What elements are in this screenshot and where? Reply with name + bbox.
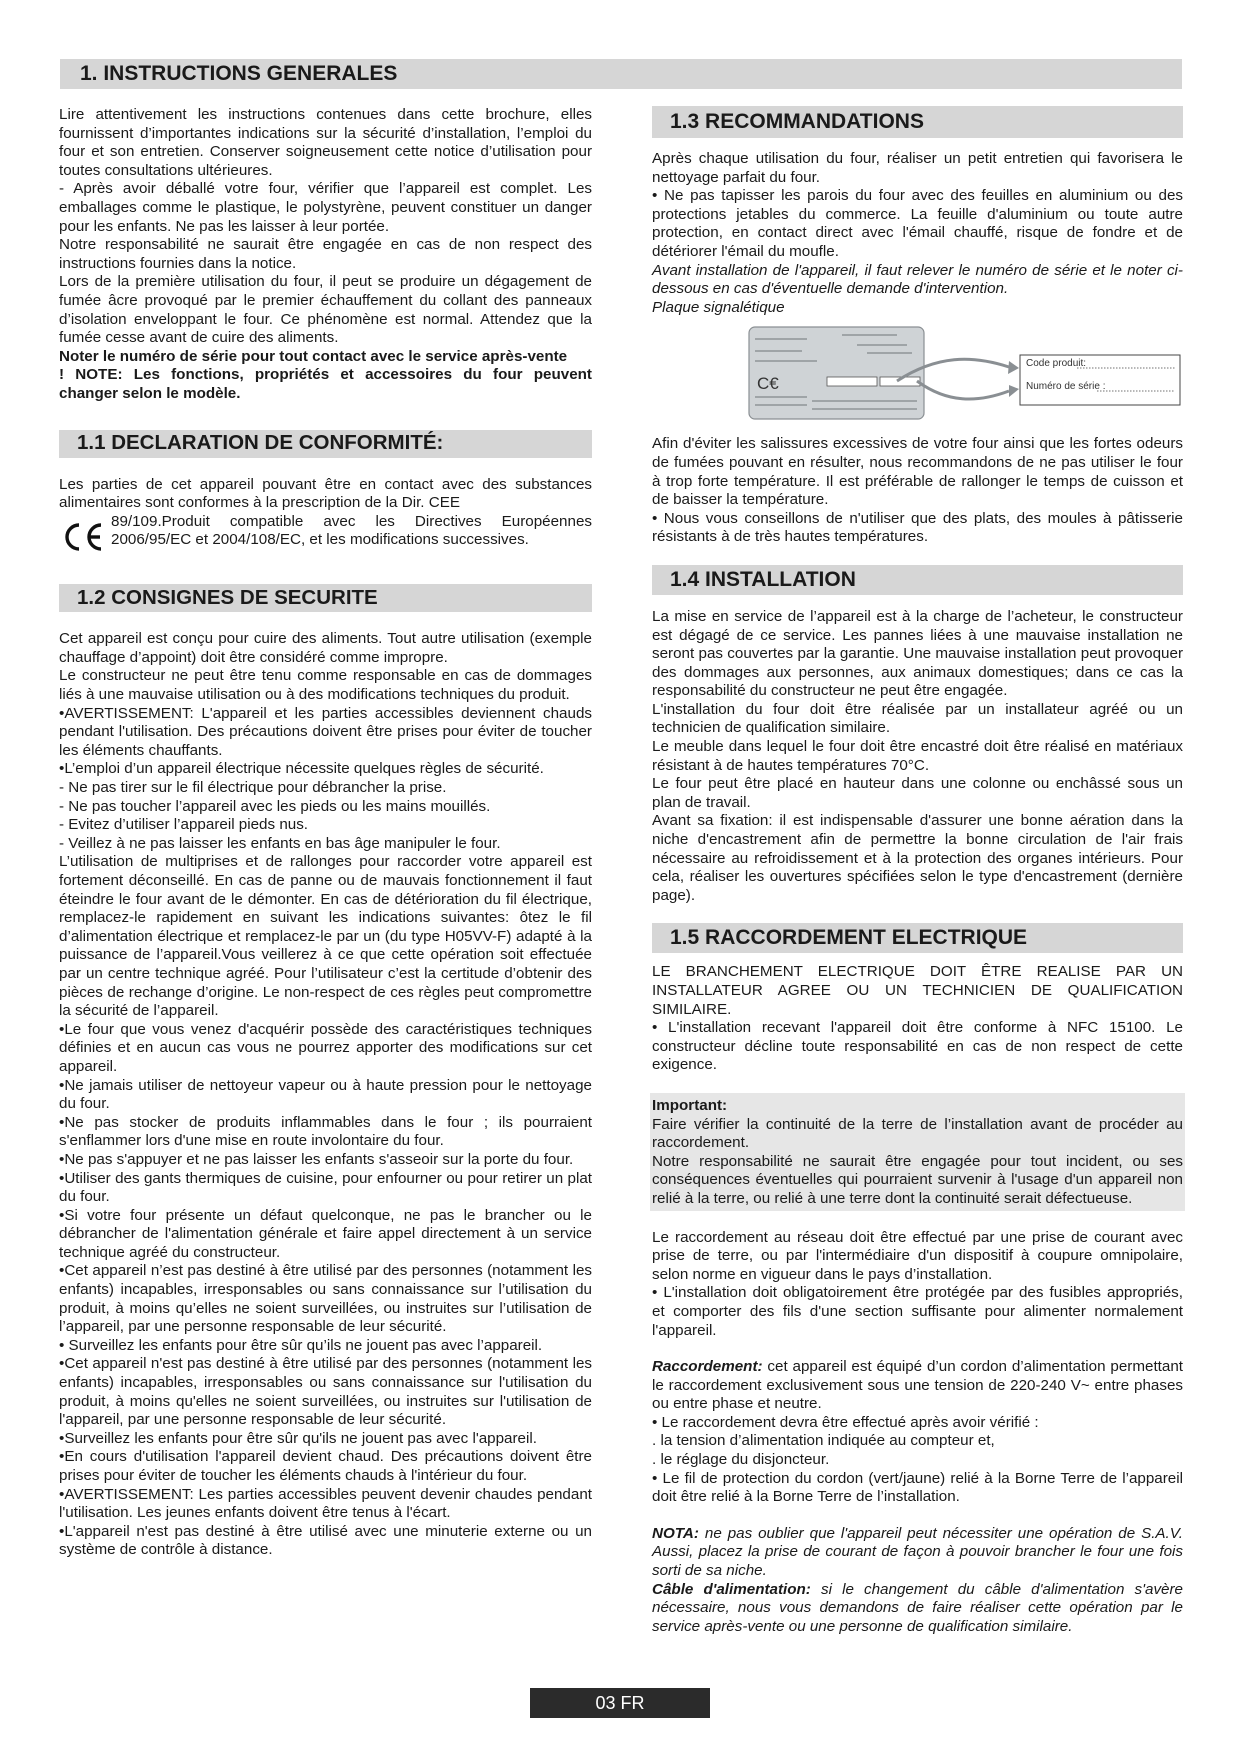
- ce-mark-icon: [59, 513, 111, 559]
- section-1-title: 1. INSTRUCTIONS GENERALES: [80, 62, 398, 85]
- paragraph: •L'appareil n'est pas destiné à être utilisé avec une minuterie externe ou un système de contrôle à distance.: [59, 1522, 592, 1559]
- paragraph: •L’emploi d’un appareil électrique nécessite quelques règles de sécurité.: [59, 760, 544, 778]
- nota-paragraph: [652, 1525, 1183, 1581]
- paragraph: •Ne pas stocker de produits inflammables dans le four ; ils pourraient s'enflammer lors d'une mise en route involontaire du four.: [59, 1113, 592, 1150]
- left-column: [59, 106, 592, 1560]
- page-number: [530, 1688, 710, 1718]
- paragraph: Le four peut être placé en hauteur dans une colonne ou enchâssé sous un plan de travail.: [652, 775, 1183, 811]
- paragraph: - Ne pas tirer sur le fil électrique pour débrancher la prise.: [59, 779, 447, 797]
- paragraph: •Utiliser des gants thermiques de cuisine, pour enfourner ou pour retirer un plat du four.: [59, 1169, 592, 1206]
- paragraph: - Veillez à ne pas laisser les enfants en bas âge manipuler le four.: [59, 834, 501, 852]
- cable-paragraph: [652, 1581, 1183, 1637]
- section-1-3-header: [652, 106, 1183, 138]
- paragraph: •Le four que vous venez d'acquérir possède des caractéristiques techniques définies et en aucun cas vous ne pourrez apporter des modifications sur cet appareil.: [59, 1020, 592, 1075]
- paragraph: Notre responsabilité ne saurait être engagée en cas de non respect des instructions fournies dans la notice.: [59, 236, 592, 272]
- raccordement-label: Raccordement:: [652, 1358, 763, 1376]
- raccordement-text: cet appareil est équipé d’un cordon d’alimentation permettant le raccordement exclusivement sous une tension de 220-240 V~ entre phases ou entre phase et neutre.: [652, 1358, 1183, 1413]
- paragraph: • Ne pas tapisser les parois du four avec des feuilles en aluminium ou des protections jetables du commerce. La feuille d'aluminium ou toute autre protection, en contact direct avec l'émail chauffé, risque de fondre et de détériorer l'émail du moufle.: [652, 187, 1183, 260]
- paragraph: Lire attentivement les instructions contenues dans cette brochure, elles fournissent d’importantes indications sur la sécurité d’installation, l’emploi du four et son entretien. Conserver soigneusement cette notice d’utilisation pour toutes consultations ultérieures.: [59, 106, 592, 179]
- paragraph: Le meuble dans lequel le four doit être encastré doit être réalisé en matériaux résistant à de hautes températures 70°C.: [652, 738, 1183, 774]
- important-box: [650, 1093, 1185, 1211]
- paragraph: •Ne jamais utiliser de nettoyeur vapeur ou à haute pression pour le nettoyage du four.: [59, 1076, 592, 1113]
- right-column: [652, 106, 1183, 1636]
- svg-text:C€: C€: [757, 374, 779, 394]
- paragraph: Faire vérifier la continuité de la terre de l’installation avant de procéder au raccordement.: [652, 1115, 1183, 1152]
- paragraph: Le raccordement au réseau doit être effectué par une prise de courant avec prise de terre, ou par l'intermédiaire d'un dispositif à coupure omnipolaire, selon norme en vigueur dans le pays d’installation.: [652, 1228, 1183, 1283]
- section-1-1-header: [59, 430, 592, 458]
- paragraph: •Cet appareil n’est pas destiné à être utilisé par des personnes (notamment les enfants) incapables, irresponsables ou sans connaissance sur l’utilisation du produit, à moins qu’elles ne soient surveillées, ou instruites sur l’utilisation de l’appareil, par une personne responsable de leur sécurité.: [59, 1262, 592, 1336]
- paragraph: - Après avoir déballé votre four, vérifier que l’appareil est complet. Les emballages comme le plastique, le polystyrène, peuvent constituer un danger pour les enfants. Ne pas les laisser à leur portée.: [59, 180, 592, 235]
- serial-number-note: Noter le numéro de série pour tout contact avec le service après-vente: [59, 347, 568, 365]
- section-1-2-header: [59, 584, 592, 612]
- paragraph: Notre responsabilité ne saurait être engagée pour tout incident, ou ses conséquences éventuelles qui pourraient survenir à l'usage d'un appareil non relié à la terre, ou relié à une terre dont la continuité serait défectueuse.: [652, 1152, 1183, 1207]
- plate-serial-label: Numéro de série :: [1026, 381, 1106, 393]
- paragraph: L'installation du four doit être réalisée par un installateur agréé ou un technicien de qualification similaire.: [652, 700, 1183, 737]
- paragraph: Afin d'éviter les salissures excessives de votre four ainsi que les fortes odeurs de fumées pouvant en résulter, nous recommandons de ne pas utiliser le four à trop forte température. Il est préférable de rallonger le temps de cuisson et de baisser la température.: [652, 435, 1183, 509]
- section-1-3-title: 1.3 RECOMMANDATIONS: [670, 109, 924, 133]
- paragraph: •AVERTISSEMENT: L'appareil et les parties accessibles deviennent chauds pendant l'utilisation. Des précautions doivent être prises pour éviter de toucher les éléments chauffants.: [59, 704, 592, 759]
- paragraph: • Surveillez les enfants pour être sûr qu’ils ne jouent pas avec l’appareil.: [59, 1336, 543, 1354]
- paragraph: Avant installation de l'appareil, il faut relever le numéro de série et le noter ci-dessous en cas d'éventuelle demande d'intervention.: [652, 261, 1183, 298]
- paragraph: • Le raccordement devra être effectué après avoir vérifié :: [652, 1413, 1039, 1431]
- paragraph: • L'installation recevant l'appareil doit être conforme à NFC 15100. Le constructeur décline toute responsabilité en cas de non respect de cette exigence.: [652, 1019, 1183, 1074]
- paragraph: Après chaque utilisation du four, réaliser un petit entretien qui favorisera le nettoyage parfait du four.: [652, 150, 1183, 186]
- paragraph: . la tension d’alimentation indiquée au compteur et,: [652, 1432, 995, 1450]
- page-number-label: 03 FR: [595, 1692, 645, 1713]
- paragraph: •Surveillez les enfants pour être sûr qu'ils ne jouent pas avec l'appareil.: [59, 1429, 537, 1447]
- paragraph: LE BRANCHEMENT ELECTRIQUE DOIT ÊTRE REALISE PAR UN INSTALLATEUR AGREE OU UN TECHNICIEN DE QUALIFICATION SIMILAIRE.: [652, 963, 1183, 1018]
- paragraph: La mise en service de l’appareil est à la charge de l’acheteur, le constructeur est dégagé de ce service. Les pannes liées à une mauvaise installation ne seront pas couvertes par la garantie. Une mauvaise installation peut provoquer des dommages aux personnes, aux animaux domestiques; dans ce cas la responsabilité du constructeur ne peut être engagée.: [652, 607, 1183, 700]
- section-1-4-title: 1.4 INSTALLATION: [670, 567, 856, 591]
- section-1-header: [60, 59, 1182, 89]
- paragraph: . le réglage du disjoncteur.: [652, 1451, 830, 1469]
- section-1-2-title: 1.2 CONSIGNES DE SECURITE: [77, 585, 378, 609]
- nota-label: NOTA:: [652, 1524, 699, 1542]
- rating-plate-figure: [747, 325, 1187, 425]
- section-1-5-header: [652, 923, 1183, 953]
- model-note: ! NOTE: Les fonctions, propriétés et accessoires du four peuvent changer selon le modèle.: [59, 366, 592, 402]
- rating-plate-illustration: [747, 325, 1187, 425]
- cable-label: Câble d'alimentation:: [652, 1580, 811, 1598]
- paragraph: Cet appareil est conçu pour cuire des aliments. Tout autre utilisation (exemple chauffage d’appoint) doit être considéré comme impropre.: [59, 630, 592, 666]
- paragraph: Le constructeur ne peut être tenu comme responsable en cas de dommages liés à une mauvaise utilisation ou à des modifications techniques du produit.: [59, 667, 592, 704]
- paragraph: •Ne pas s'appuyer et ne pas laisser les enfants s'asseoir sur la porte du four.: [59, 1150, 574, 1168]
- ce-declaration: [59, 513, 592, 559]
- important-label: Important:: [652, 1096, 728, 1114]
- paragraph: L’utilisation de multiprises et de rallonges pour raccorder votre appareil est fortement déconseillé. En cas de panne ou de mauvais fonctionnement il faut éteindre le four avant de le démonter. En cas de détérioration du fil électrique, remplacez-le rapidement en suivant les indications suivantes: ôtez le fil d’alimentation électrique et remplacez-le par un (du type H05VV-F) adapté à la puissance de l’appareil.Vous veillerez à ce que cette opération soit effectuée par un centre technique agréé. Pour l’utilisateur c’est la certitude d’obtenir des pièces de rechange d’origine. Le non-respect de ces règles peut compromettre la sécurité de l’appareil.: [59, 853, 592, 1020]
- paragraph: •Si votre four présente un défaut quelconque, ne pas le brancher ou le débrancher de l'alimentation générale et faire appel directement à un service technique agréé du constructeur.: [59, 1206, 592, 1261]
- paragraph: • L'installation doit obligatoirement être protégée par des fusibles appropriés, et comporter des fils d'une section suffisante pour alimenter normalement l'appareil.: [652, 1284, 1183, 1339]
- paragraph: •AVERTISSEMENT: Les parties accessibles peuvent devenir chaudes pendant l'utilisation. Les jeunes enfants doivent être tenus à l'écart.: [59, 1485, 592, 1522]
- paragraph: - Evitez d’utiliser l’appareil pieds nus.: [59, 816, 309, 834]
- paragraph: - Ne pas toucher l’appareil avec les pieds ou les mains mouillés.: [59, 797, 491, 815]
- paragraph: 89/109.Produit compatible avec les Directives Européennes 2006/95/EC et 2004/108/EC, et les modifications successives.: [111, 512, 592, 549]
- cable-text: si le changement du câble d'alimentation s'avère nécessaire, nous vous demandons de faire réaliser cette opération par le service après-vente ou une personne de qualification similaire.: [652, 1580, 1183, 1635]
- nota-text: ne pas oublier que l'appareil peut nécessiter une opération de S.A.V. Aussi, placez la prise de courant de façon à pouvoir brancher le four une fois sorti de sa niche.: [652, 1524, 1183, 1580]
- section-1-1-title: 1.1 DECLARATION DE CONFORMITÉ:: [77, 431, 444, 455]
- paragraph: • Le fil de protection du cordon (vert/jaune) relié à la Borne Terre de l’appareil doit être relié à la Borne Terre de l’installation.: [652, 1469, 1183, 1506]
- paragraph: • Nous vous conseillons de n'utiliser que des plats, des moules à pâtisserie résistants à de très hautes températures.: [652, 509, 1183, 546]
- paragraph: Lors de la première utilisation du four, il peut se produire un dégagement de fumée âcre provoqué par le premier échauffement du collant des panneaux d’isolation enveloppant le four. Ce phénomène est normal. Attendez que la fumée cesse avant de cuire des aliments.: [59, 273, 592, 347]
- plate-code-label: Code produit:: [1026, 358, 1087, 370]
- paragraph: Plaque signalétique: [652, 298, 785, 316]
- paragraph: Avant sa fixation: il est indispensable d'assurer une bonne aération dans la niche d'encastrement afin de permettre la bonne circulation de l'air frais nécessaire au refroidissement et à la protection des organes intérieurs. Pour cela, réaliser les ouvertures spécifiées selon le type d'encastrement (dernière page).: [652, 812, 1183, 904]
- paragraph: Les parties de cet appareil pouvant être en contact avec des substances alimentaires sont conformes à la prescription de la Dir. CEE: [59, 475, 592, 512]
- paragraph: •Cet appareil n'est pas destiné à être utilisé par des personnes (notamment les enfants) incapables, irresponsables ou sans connaissance sur l'utilisation du produit, à moins qu'elles ne soient surveillées, ou instruites sur l'utilisation de l'appareil, par une personne responsable de leur sécurité.: [59, 1355, 592, 1429]
- section-1-5-title: 1.5 RACCORDEMENT ELECTRIQUE: [670, 926, 1028, 950]
- raccordement-paragraph: [652, 1358, 1183, 1414]
- section-1-4-header: [652, 565, 1183, 595]
- paragraph: •En cours d'utilisation l'appareil devient chaud. Des précautions doivent être prises pour éviter de toucher les éléments chauds à l'intérieur du four.: [59, 1448, 592, 1484]
